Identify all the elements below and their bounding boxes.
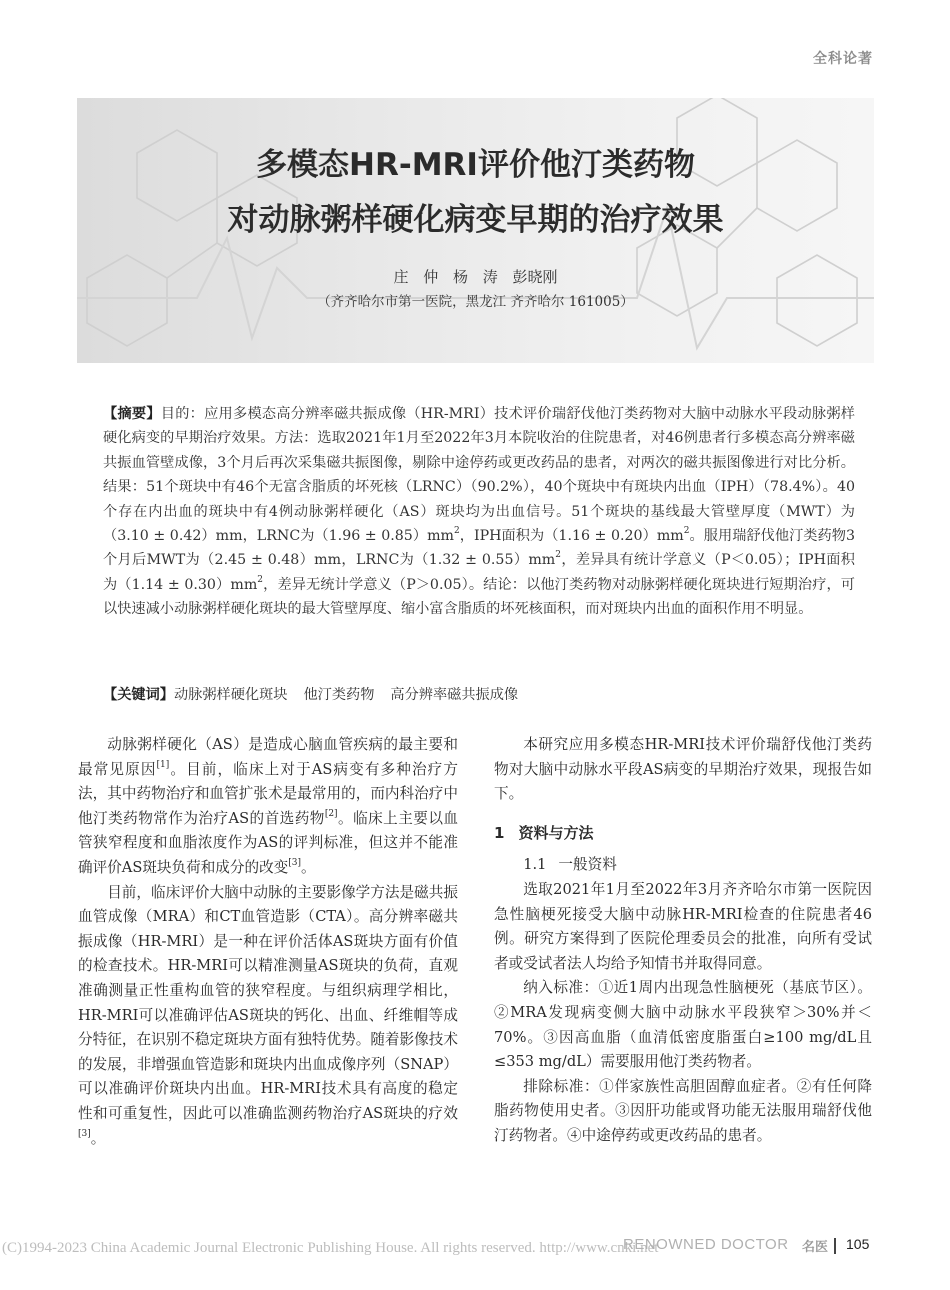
article-title [77,138,874,248]
page-number-divider [834,1238,836,1254]
keyword: 高分辨率磁共振成像 [390,687,519,703]
keyword: 他汀类药物 [303,687,375,703]
citation[interactable]: [2] [324,808,338,819]
title-banner [77,98,874,363]
paragraph: 本研究应用多模态HR-MRI技术评价瑞舒伐他汀类药物对大脑中动脉水平段AS病变的早期治疗效果，现报告如下。 [494,736,872,803]
abstract-text-5: ，差异无统计学意义（P＞0.05）。结论：以他汀类药物对动脉粥样硬化斑块进行短期治疗，可以快速减小动脉粥样硬化斑块的最大管壁厚度、缩小富含脂质的坏死核面积，而对斑块内出血的面积作用不明显。 [103,576,855,618]
abstract-text-2: ，IPH面积为（1.16 ± 0.20）mm [459,528,684,545]
article-title-line-1: 多模态HR-MRI评价他汀类药物 [256,147,695,183]
abstract [103,402,855,622]
superscript: 2 [257,574,264,585]
abstract-label: 【摘要】 [103,406,161,422]
copyright-watermark: (C)1994-2023 China Academic Journal Electronic Publishing House. All rights reserved. http://www.cnki.net [2,1240,659,1256]
citation[interactable]: [3] [288,857,302,868]
paragraph: 动脉粥样硬化（AS）是造成心脑血管疾病的最主要和最常见原因[1]。目前，临床上对于AS病变有多种治疗方法，其中药物治疗和血管扩张术是最常用的，而内科治疗中他汀类药物常作为治疗AS的首选药物[2]。临床上主要以血管狭窄程度和血脂浓度作为AS的评判标准，但这并不能准确评价AS斑块负荷和成分的改变[3]。 [78,736,458,876]
keywords-label: 【关键词】 [103,687,174,703]
affiliation: （齐齐哈尔市第一医院，黑龙江 齐齐哈尔 161005） [317,294,634,310]
abstract-text-1: 目的：应用多模态高分辨率磁共振成像（HR-MRI）技术评价瑞舒伐他汀类药物对大脑中动脉水平段动脉粥样硬化病变的早期治疗效果。方法：选取2021年1月至2022年3月本院收治的住院患者，对46例患者行多模态高分辨率磁共振血管壁成像，3个月后再次采集磁共振图像，剔除中途停药或更改药品的患者，对两次的磁共振图像进行对比分析。结果：51个斑块中有46个无富含脂质的坏死核（LRNC）（90.2%），40个斑块中有斑块内出血（IPH）（78.4%）。40个存在内出血的斑块中有4例动脉粥样硬化（AS）斑块均为出血信号。51个斑块的基线最大管壁厚度（MWT）为（3.10 ± 0.42）mm，LRNC为（1.96 ± 0.85）mm [103,406,855,545]
body-column-left [78,733,458,1151]
citation[interactable]: [3] [78,1128,91,1139]
superscript: 2 [555,550,561,561]
page-number: 105 [846,1236,870,1252]
paragraph: 目前，临床评价大脑中动脉的主要影像学方法是磁共振血管成像（MRA）和CT血管造影（CTA）。高分辨率磁共振成像（HR-MRI）是一种在评价活体AS斑块方面有价值的检查技术。HR-MRI可以精准测量AS斑块的负荷，直观准确测量正性重构血管的狭窄程度。与组织病理学相比，HR-MRI可以准确评估AS斑块的钙化、出血、纤维帽等成分特征，在识别不稳定斑块方面有独特优势。随着影像技术的发展，非增强血管造影和斑块内出血成像序列（SNAP）可以准确评价斑块内出血。HR-MRI技术具有高度的稳定性和可重复性，因此可以准确监测药物治疗AS斑块的疗效[3]。 [78,883,458,1147]
keyword: 动脉粥样硬化斑块 [173,687,288,703]
paragraph: 选取2021年1月至2022年3月齐齐哈尔市第一医院因急性脑梗死接受大脑中动脉HR-MRI检查的住院患者46例。研究方案得到了医院伦理委员会的批准，向所有受试者或受试者法人均给予知情书并取得同意。 [494,880,872,972]
subsection-number: 1.1 [523,856,547,874]
subsection-heading [494,853,872,878]
section-label: 全科论著 [813,51,873,67]
section-heading [494,821,872,846]
journal-mark: 名医 [802,1240,829,1255]
abstract-text-4: ，差异具有统计学意义（P＜0.05）；IPH面积为（1.14 ± 0.30）mm [103,552,855,593]
page-footer [0,1236,950,1266]
keywords [103,683,855,707]
abstract-text-3: 。服用瑞舒伐他汀类药物3个月后MWT为（2.45 ± 0.48）mm，LRNC为（1.32 ± 0.55）mm [103,528,856,569]
article-title-line-2: 对动脉粥样硬化病变早期的治疗效果 [227,202,724,238]
subsection-title: 一般资料 [558,856,617,874]
superscript: 2 [453,526,460,537]
authors: 庄 仲 杨 涛 彭晓刚 [393,268,558,286]
superscript: 2 [683,526,690,537]
body-column-right [494,733,872,1149]
section-title: 资料与方法 [518,823,594,842]
journal-brand: RENOWNED DOCTOR [623,1236,789,1253]
paragraph: 排除标准：①伴家族性高胆固醇血症者。②有任何降脂药物使用史者。③因肝功能或肾功能无法服用瑞舒伐他汀药物者。④中途停药或更改药品的患者。 [494,1077,872,1144]
citation[interactable]: [1] [156,759,170,770]
section-number: 1 [494,823,505,842]
paragraph: 纳入标准：①近1周内出现急性脑梗死（基底节区）。②MRA发现病变侧大脑中动脉水平段狭窄＞30%并＜70%。③因高血脂（血清低密度脂蛋白≥100 mg/dL且≤353 mg/dL）需要服用他汀类药物者。 [494,979,872,1071]
